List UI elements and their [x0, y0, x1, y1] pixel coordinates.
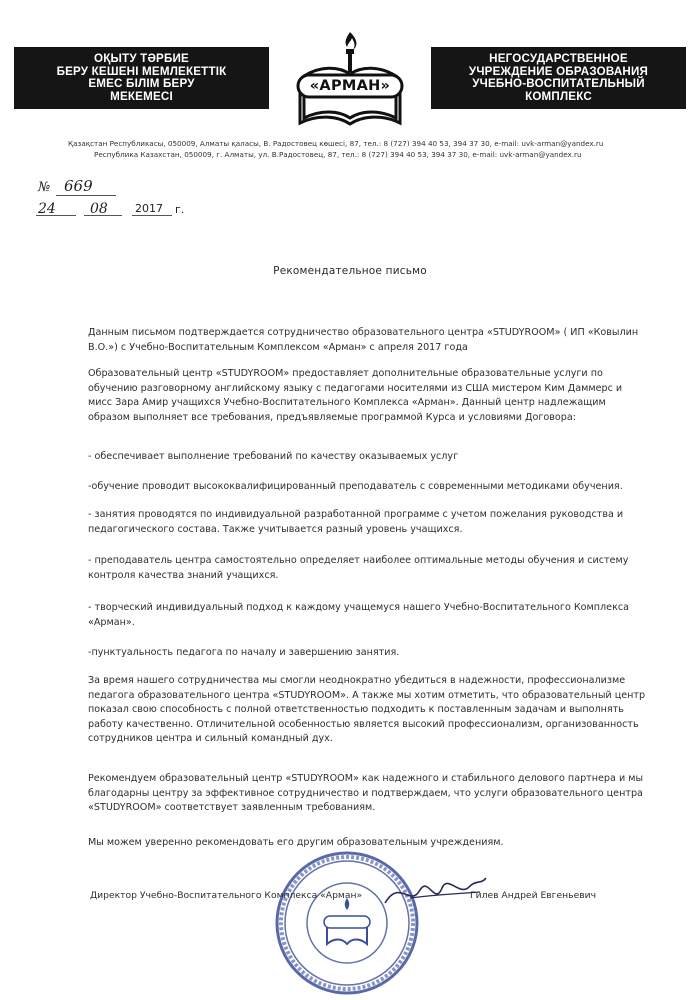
list-item-program: - занятия проводятся по индивидуальной разработанной программе с учетом пожелания руководства и педагогического состава. Также учитывается разный уровень учащихся.: [88, 509, 624, 535]
date-month: 08: [90, 201, 108, 217]
signer-position: Директор Учебно-Воспитательного Комплекса «Арман»: [90, 890, 363, 901]
date-year: 2017: [135, 202, 163, 215]
org-name-ru: [431, 47, 686, 109]
list-item-teacher: -обучение проводит высококвалифицированный преподаватель с современными методиками обучения.: [88, 481, 623, 492]
paragraph-recommendation: Рекомендуем образовательный центр «STUDYROOM» как надежного и стабильного делового партнера и мы благодарны центру за эффективное сотрудничество и подтверждаем, что услуги образовательного центра «STUDYROOM» соответствует заявленным требованиям.: [88, 773, 644, 813]
date-day: 24: [38, 201, 56, 217]
list-item-punctuality: -пунктуальность педагога по началу и завершению занятия.: [88, 647, 400, 658]
org-name-kz-text: ОҚЫТУ ТӘРБИЕ БЕРУ КЕШЕНІ МЕМЛЕКЕТТІК ЕМЕС БІЛІМ БЕРУ МЕКЕМЕСІ: [56, 52, 227, 103]
list-item-quality: - обеспечивает выполнение требований по качеству оказываемых услуг: [88, 451, 459, 462]
number-value: 669: [64, 177, 93, 195]
signer-name: Гилев Андрей Евгеньевич: [470, 890, 597, 901]
paragraph-intro: Данным письмом подтверждается сотрудничество образовательного центра «STUDYROOM» ( ИП «Ковылин В.О.») с Учебно-Воспитательным Комплексом «Арман» с апреля 2017 года: [88, 327, 639, 353]
org-name-ru-text: НЕГОСУДАРСТВЕННОЕ УЧРЕЖДЕНИЕ ОБРАЗОВАНИЯ УЧЕБНО-ВОСПИТАТЕЛЬНЫЙ КОМПЛЕКС: [468, 52, 649, 103]
address-ru: Республика Казахстан, 050009, г. Алматы, ул. В.Радостовец, 87, тел.: 8 (727) 394 40 53, 394 37 30, e-mail: uvk-arman@yandex.ru: [94, 150, 582, 159]
date-month-underline: [84, 215, 122, 216]
paragraph-services: Образовательный центр «STUDYROOM» предоставляет дополнительные образовательные услуги по обучению разговорному английскому языку с педагогами носителями из США мистером Ким Даммерс и мисс Зара Амир учащихся Учебно-Воспитательного Комплекса «Арман». Данный центр надлежащим образом выполняет все требования, предъявляемые программой Курса и условиями Договора:: [88, 368, 623, 423]
list-item-methods: - преподаватель центра самостоятельно определяет наиболее оптимальные методы обучения и систему контроля качества знаний учащихся.: [88, 555, 629, 581]
date-day-underline: [36, 215, 76, 216]
number-underline: [56, 195, 116, 196]
org-name-kz: [14, 47, 269, 109]
date-suffix: г.: [175, 203, 185, 216]
date-year-underline: [132, 215, 172, 216]
letterhead: [14, 30, 686, 130]
paragraph-experience: За время нашего сотрудничества мы смогли неоднократно убедиться в надежности, профессионализме педагога образовательного центра «STUDYROOM». А также мы хотим отметить, что образовательный центр показал свою способность с полной ответственностью подходить к поставленным задачам и выполнять работу качественно. Отличительной особенностью является высокий профессионализм, организованность сотрудников центра и сильный командный дух.: [88, 675, 646, 744]
list-item-approach: - творческий индивидуальный подход к каждому учащемуся нашего Учебно-Воспитательного Комплекса «Арман».: [88, 602, 630, 628]
logo-text: «АРМАН»: [309, 78, 391, 94]
paragraph-closing: Мы можем уверенно рекомендовать его другим образовательным учреждениям.: [88, 837, 504, 848]
address-kz: Қазақстан Республикасы, 050009, Алматы қаласы, В. Радостовец көшесі, 87, тел.: 8 (727) 394 40 53, 394 37 30, e-mail: uvk-arman@yandex.ru: [68, 139, 604, 148]
letter-title: Рекомендательное письмо: [273, 265, 427, 277]
number-label: №: [38, 180, 51, 195]
